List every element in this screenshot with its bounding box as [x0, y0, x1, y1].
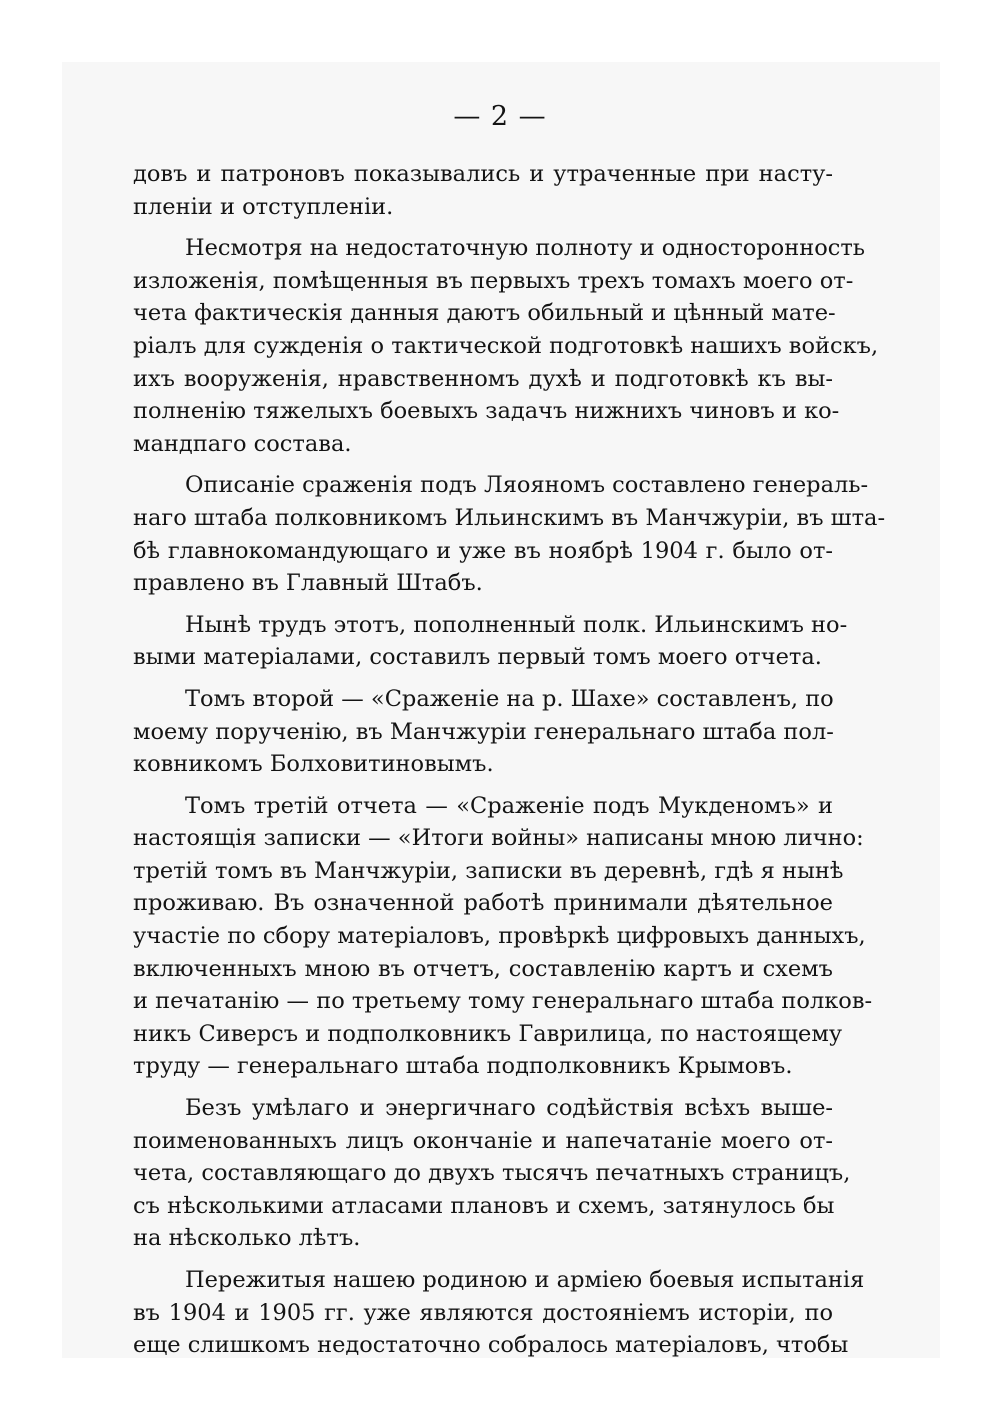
- text-line: бѣ главнокомандующаго и уже въ ноябрѣ 1904 г. было от-: [133, 537, 833, 564]
- text-line: ихъ вооруженія, нравственномъ духѣ и подготовкѣ къ вы-: [133, 365, 833, 392]
- text-line: труду — генеральнаго штаба подполковникъ Крымовъ.: [133, 1053, 793, 1080]
- paragraph: [133, 609, 848, 674]
- text-line: Томъ третій отчета — «Сраженіе подъ Мукденомъ» и: [185, 792, 833, 819]
- text-line: третій томъ въ Манчжуріи, записки въ деревнѣ, гдѣ я нынѣ: [133, 857, 844, 884]
- text-line: участіе по сбору матеріаловъ, провѣркѣ цифровыхъ данныхъ,: [133, 923, 866, 950]
- text-line: чета, составляющаго до двухъ тысячъ печатныхъ страницъ,: [133, 1160, 851, 1187]
- body-text: [133, 158, 886, 1362]
- paragraph: [133, 1092, 851, 1255]
- text-line: съ нѣсколькими атласами плановъ и схемъ, затянулось бы: [133, 1192, 835, 1219]
- text-line: и печатанію — по третьему тому генеральнаго штаба полков-: [133, 988, 873, 1015]
- text-line: Пережитыя нашею родиною и арміею боевыя испытанія: [185, 1267, 865, 1293]
- text-line: чета фактическія данныя даютъ обильный и цѣнный мате-: [133, 300, 836, 327]
- paragraph: [133, 158, 833, 223]
- text-line: на нѣсколько лѣтъ.: [133, 1225, 361, 1252]
- paragraph: [133, 683, 833, 781]
- text-line: Несмотря на недостаточную полноту и односторонность: [185, 235, 866, 262]
- text-line: никъ Сиверсъ и подполковникъ Гаврилица, по настоящему: [133, 1020, 843, 1047]
- text-line: настоящія записки — «Итоги войны» написаны мною лично:: [133, 825, 864, 852]
- text-line: полненію тяжелыхъ боевыхъ задачъ нижнихъ чиновъ и ко-: [133, 398, 840, 425]
- paragraph: [133, 790, 873, 1083]
- page-number: — 2 —: [453, 101, 547, 132]
- text-line: включенныхъ мною въ отчетъ, составленію картъ и схемъ: [133, 955, 833, 982]
- paragraph: [133, 232, 879, 460]
- text-line: правлено въ Главный Штабъ.: [133, 570, 483, 597]
- text-line: поименованныхъ лицъ окончаніе и напечатаніе моего от-: [133, 1127, 833, 1154]
- text-line: выми матеріалами, составилъ первый томъ моего отчета.: [133, 644, 822, 671]
- text-line: изложенія, помѣщенныя въ первыхъ трехъ томахъ моего от-: [133, 267, 854, 294]
- text-line: проживаю. Въ означенной работѣ принимали дѣятельное: [133, 890, 833, 917]
- text-line: пленіи и отступленіи.: [133, 193, 394, 220]
- paragraph: [133, 1264, 865, 1362]
- text-line: Описаніе сраженія подъ Ляояномъ составлено генераль-: [185, 472, 869, 499]
- text-line: въ 1904 и 1905 гг. уже являются достояніемъ исторіи, по: [133, 1299, 833, 1326]
- text-line: наго штаба полковникомъ Ильинскимъ въ Манчжуріи, въ шта-: [133, 504, 886, 531]
- text-line: Нынѣ трудъ этотъ, пополненный полк. Ильинскимъ но-: [185, 611, 848, 638]
- text-line: довъ и патроновъ показывались и утраченные при насту-: [133, 161, 833, 187]
- text-line: ковникомъ Болховитиновымъ.: [133, 751, 494, 778]
- text-line: ріалъ для сужденія о тактической подготовкѣ нашихъ войскъ,: [133, 332, 879, 359]
- text-line: Томъ второй — «Сраженіе на р. Шахе» составленъ, по: [185, 685, 834, 712]
- text-line: моему порученію, въ Манчжуріи генеральнаго штаба пол-: [133, 718, 834, 745]
- paragraph: [133, 469, 886, 599]
- text-line: мандпаго состава.: [133, 430, 352, 457]
- text-line: Безъ умѣлаго и энергичнаго содѣйствія всѣхъ выше-: [185, 1095, 833, 1122]
- text-line: еще слишкомъ недостаточно собралось матеріаловъ, чтобы: [133, 1332, 849, 1359]
